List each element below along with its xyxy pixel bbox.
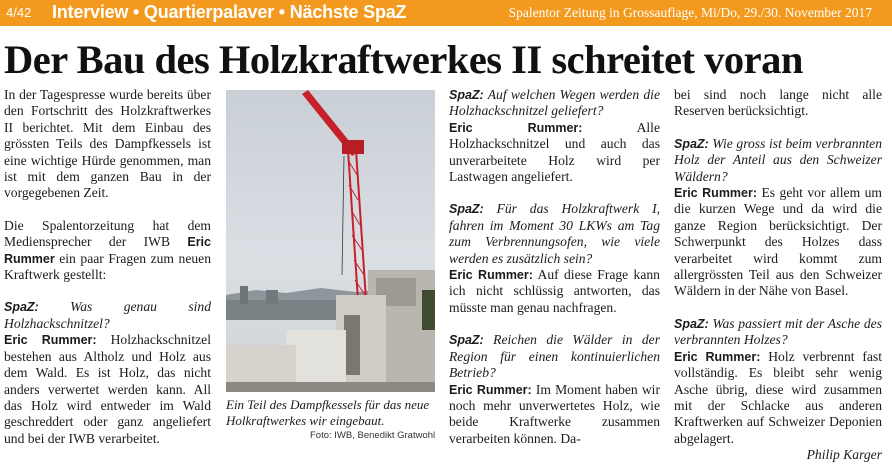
- question-6: SpaZ: Was passiert mit der Asche des verbrannten Holzes?: [674, 315, 882, 348]
- intro-paragraph-2: Die Spalentorzeitung hat dem Mediensprecher der IWB Eric Rummer ein paar Fragen zum neuen Kraftwerk gestellt:: [4, 217, 211, 283]
- photo-caption: Ein Teil des Dampfkessels für das neue Holkraftwerkes wir eingebaut.: [226, 397, 430, 428]
- article-column-3: [449, 87, 660, 447]
- section-labels: Interview • Quartierpalaver • Nächste SpaZ: [52, 2, 407, 22]
- question-1: SpaZ: Was genau sind Holzhackschnitzel?: [4, 299, 211, 331]
- answer-3: Eric Rummer: Auf diese Frage kann ich nicht schlüssig antworten, das müsste man genau nachfragen.: [449, 267, 660, 315]
- interviewee-name: Eric Rummer: [4, 235, 211, 266]
- answer-2: Eric Rummer: Alle Holzhackschnitzel und auch das unverarbeitete Holz wird per Lastwagen angeliefert.: [449, 119, 660, 185]
- answer-1: Eric Rummer: Holzhackschnitzel bestehen aus Altholz und Holz aus dem Wald. Es ist Holz, das nicht anders verwertet werden kann. All das Holz wird entweder im Wald geschreddert oder ganz angeliefert und bei der IWB verarbeitet.: [4, 332, 211, 446]
- answer-4-continued: bei sind noch lange nicht alle Reserven berücksichtigt.: [674, 87, 882, 119]
- question-3: SpaZ: Für das Holzkraftwerk I, fahren im Moment 30 LKWs am Tag zum Verbrennungsofen, wie viele werden es zusätzlich sein?: [449, 201, 660, 266]
- page-number: 4/42: [6, 5, 32, 20]
- intro-paragraph: In der Tagespresse wurde bereits über den Fortschritt des Holzkraftwerkes II berichtet. Mit dem Einbau des grössten Teils des Dampfkessels ist eine wichtige Hürde genommen, man ist mit dem ganzen Bau in der vorgegebenen Zeit.: [4, 87, 211, 201]
- construction-photo: [226, 90, 435, 392]
- answer-5: Eric Rummer: Es geht vor allem um die kurzen Wege und da wird die ganze Region berücksichtigt. Der Schwerpunkt des Holzes dass verarbeitet wird kommt zum allergrössten Teil aus den Schweizer Wäldern in der Nähe von Basel.: [674, 185, 882, 299]
- question-4: SpaZ: Reichen die Wälder in der Region für einen kontinuierlichen Betrieb?: [449, 332, 660, 381]
- photo-credit: Foto: IWB, Benedikt Gratwohl: [310, 430, 436, 441]
- publication-info: Spalentor Zeitung in Grossauflage, Mi/Do, 29./30. November 2017: [508, 5, 872, 20]
- article-headline: Der Bau des Holzkraftwerkes II schreitet voran: [4, 37, 803, 82]
- question-2: SpaZ: Auf welchen Wegen werden die Holzhackschnitzel geliefert?: [449, 87, 660, 119]
- question-5: SpaZ: Wie gross ist beim verbrannten Holz der Anteil aus den Schweizer Wäldern?: [674, 135, 882, 184]
- author-signature: Philip Karger: [806, 447, 882, 463]
- article-column-4: [674, 87, 882, 464]
- answer-4: Eric Rummer: Im Moment haben wir noch mehr unverwertetes Holz, wie beide Kraftwerke zusammen verarbeiten können. Da-: [449, 381, 660, 446]
- article-column-1: [4, 87, 211, 447]
- section-banner: [0, 0, 892, 26]
- answer-6: Eric Rummer: Holz verbrennt fast vollständig. Es bleibt sehr wenig Asche übrig, diese wird zusammen mit der Schlacke aus anderen Kraftwerken auf Schweizer Deponien abgelagert.: [674, 348, 882, 446]
- crane-construction-image: [226, 90, 435, 392]
